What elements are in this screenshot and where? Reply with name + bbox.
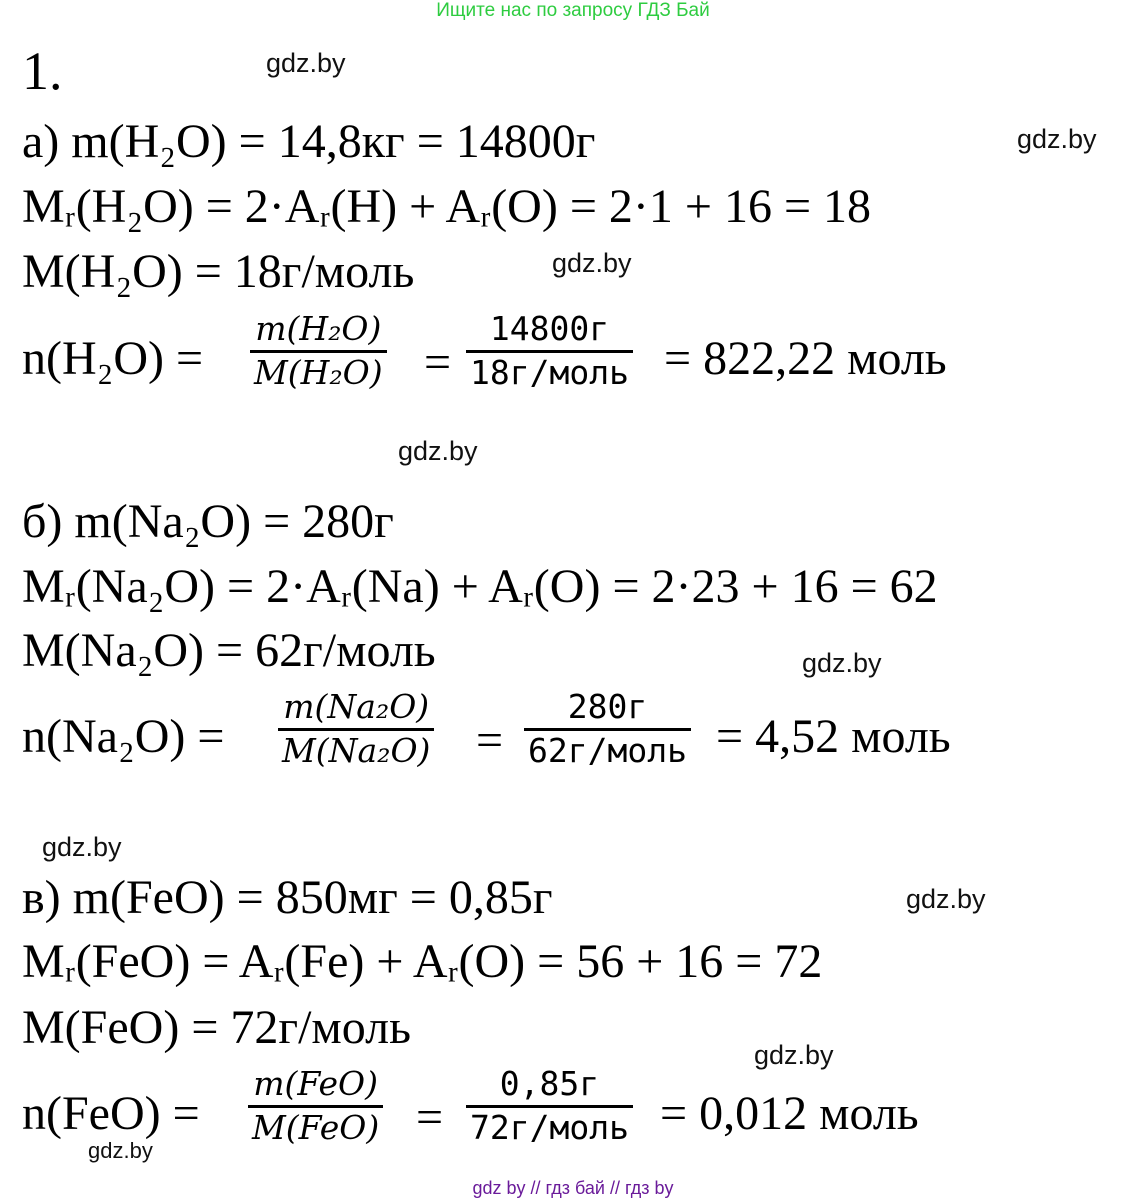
watermark: gdz.by xyxy=(266,48,346,78)
fraction-denominator: M(Na₂O) xyxy=(282,730,431,770)
equals-sign: = xyxy=(424,336,452,389)
part-b-formula-fraction xyxy=(278,687,434,770)
part-b-value-fraction xyxy=(524,687,691,770)
watermark: gdz.by xyxy=(906,884,986,914)
equals-sign: = xyxy=(416,1091,444,1144)
fraction-numerator: 0,85г xyxy=(499,1064,600,1103)
part-a-value-fraction xyxy=(466,309,633,392)
watermark: gdz.by xyxy=(802,648,882,678)
watermark: gdz.by xyxy=(88,1138,153,1163)
part-b-given: б) m(Na₂O) = 280г xyxy=(22,495,394,548)
fraction-denominator: 72г/моль xyxy=(470,1107,629,1147)
part-a-relative-mass: Mᵣ(H₂O) = 2·Aᵣ(H) + Aᵣ(O) = 2·1 + 16 = 18 xyxy=(22,180,872,233)
fraction-numerator: m(FeO) xyxy=(253,1064,378,1103)
equals-sign: = xyxy=(476,714,504,767)
fraction-denominator: M(FeO) xyxy=(252,1107,380,1147)
part-a-molar-mass: M(H₂O) = 18г/моль xyxy=(22,245,415,298)
footer-links: gdz by // гдз бай // гдз by xyxy=(472,1178,674,1198)
fraction-denominator: 62г/моль xyxy=(528,730,687,770)
watermark: gdz.by xyxy=(754,1040,834,1070)
fraction-numerator: m(H₂O) xyxy=(255,309,382,348)
watermark: gdz.by xyxy=(42,832,122,862)
part-b-result: = 4,52 моль xyxy=(716,710,951,763)
part-c-relative-mass: Mᵣ(FeO) = Aᵣ(Fe) + Aᵣ(O) = 56 + 16 = 72 xyxy=(22,935,823,988)
fraction-numerator: 14800г xyxy=(489,309,610,348)
part-a-formula-fraction xyxy=(250,309,387,392)
part-b-amount-label: n(Na₂O) = xyxy=(22,710,225,763)
part-c-given: в) m(FeO) = 850мг = 0,85г xyxy=(22,871,553,924)
watermark: gdz.by xyxy=(1017,124,1097,154)
task-number: 1. xyxy=(22,41,63,101)
part-a-given: а) m(H₂O) = 14,8кг = 14800г xyxy=(22,115,596,168)
fraction-numerator: m(Na₂O) xyxy=(283,687,430,726)
part-a-amount-label: n(H₂O) = xyxy=(22,332,204,385)
part-c-value-fraction xyxy=(466,1064,633,1147)
part-c-amount-label: n(FeO) = xyxy=(22,1087,200,1140)
fraction-denominator: 18г/моль xyxy=(470,352,629,392)
part-b-molar-mass: M(Na₂O) = 62г/моль xyxy=(22,624,436,677)
part-b-relative-mass: Mᵣ(Na₂O) = 2·Aᵣ(Na) + Aᵣ(O) = 2·23 + 16 = 62 xyxy=(22,560,938,613)
part-c-result: = 0,012 моль xyxy=(660,1087,919,1140)
search-hint-banner: Ищите нас по запросу ГДЗ Бай xyxy=(436,0,710,21)
part-c-formula-fraction xyxy=(248,1064,383,1147)
watermark: gdz.by xyxy=(552,248,632,278)
fraction-numerator: 280г xyxy=(567,687,648,726)
part-a-result: = 822,22 моль xyxy=(664,332,947,385)
watermark: gdz.by xyxy=(398,436,478,466)
fraction-denominator: M(H₂O) xyxy=(254,352,383,392)
part-c-molar-mass: M(FeO) = 72г/моль xyxy=(22,1001,411,1054)
